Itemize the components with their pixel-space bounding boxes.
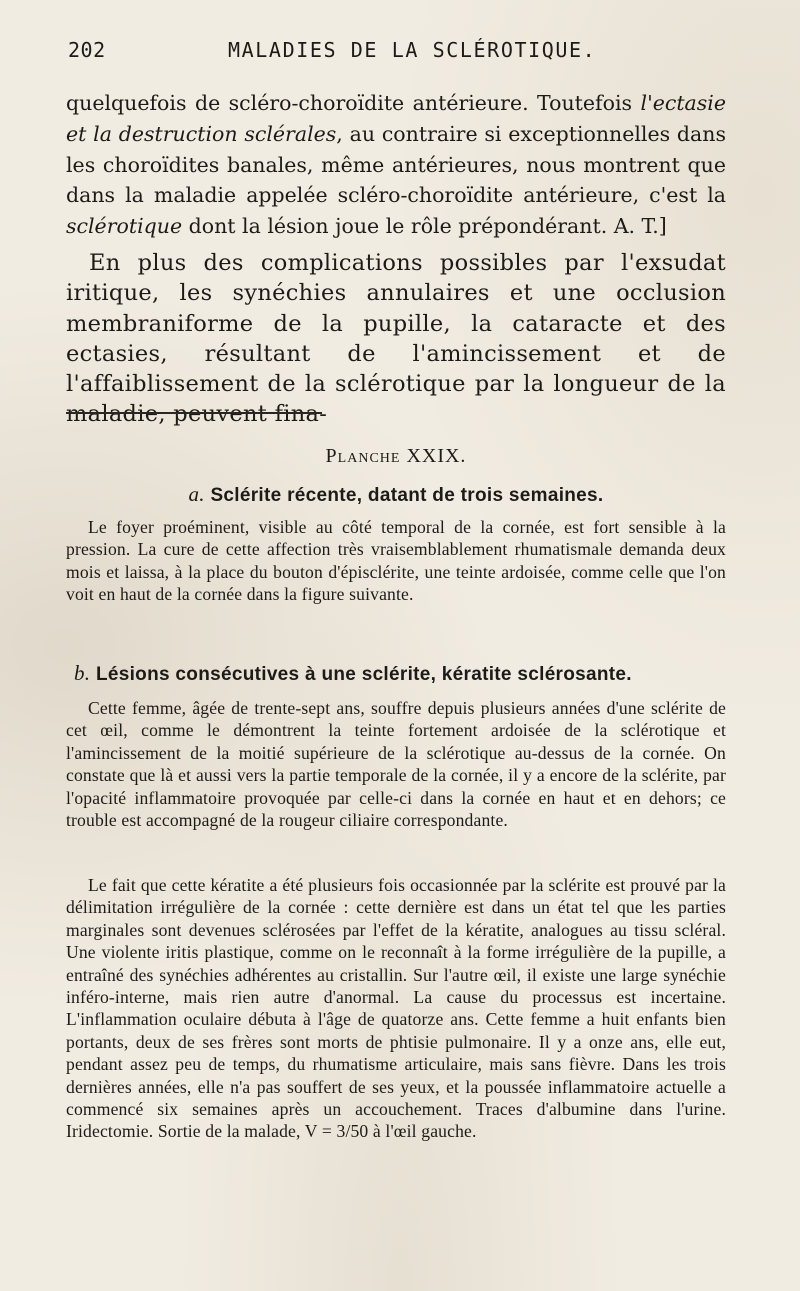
section-b-heading	[74, 661, 734, 686]
paragraph-1-emphasis-1: l'ectasie et la destruction sclérales	[66, 91, 726, 146]
page-header	[66, 38, 726, 68]
section-b-letter: b.	[74, 661, 91, 685]
section-b-text-2: Le fait que cette kératite a été plusieurs fois occasionnée par la sclérite est prouvé par la délimitation irrégulière de la cornée : cette dernière est dans un état tel que les parties marginales sont devenues sclérosées par l'effet de la kératite, analogues au tissu scléral. Une violente iritis plastique, comme on le reconnaît à la forme irrégulière de la pupille, a entraîné des synéchies adhérentes au cristallin. Sur l'autre œil, il existe une large synéchie inféro-interne, mais rien autre d'anormal. La cause du processus est incertaine. L'inflammation oculaire débuta à l'âge de quatorze ans. Cette femme a huit enfants bien portants, deux de ses frères sont morts de phtisie pulmonaire. Il y a onze ans, elle eut, pendant assez peu de temps, du rhumatisme articulaire, mais sans fièvre. Dans les trois dernières années, elle n'a pas souffert de ses yeux, et la poussée inflammatoire actuelle a commencé six semaines après un accouchement. Traces d'albumine dans l'urine. Iridectomie. Sortie de la malade, V = 3/50 à l'œil gauche.	[66, 875, 726, 1142]
paragraph-1-text-2: , au contraire si exceptionnelles dans les choroïdites banales, même antérieures, nous montrent que dans la maladie appelée scléro-choroïdite antérieure, c'est la	[66, 121, 727, 208]
section-a-letter: a.	[188, 482, 205, 506]
paragraph-complications: En plus des complications possibles par l'exsudat iritique, les synéchies annulaires et une occlusion membraniforme de la pupille, la cataracte et des ectasies, résultant de l'amincissement et de l'affaiblissement de la sclérotique par la longueur de la maladie, peuvent fina-	[66, 250, 726, 428]
paragraph-1-emphasis-2: sclérotique	[66, 214, 183, 239]
page-number: 202	[68, 38, 106, 62]
section-a-title: Sclérite récente, datant de trois semaines.	[210, 485, 604, 506]
paragraph-1-text-1: quelquefois de scléro-choroïdite antérieure. Toutefois	[66, 91, 641, 115]
section-b-text-1: Cette femme, âgée de trente-sept ans, souffre depuis plusieurs années d'une sclérite de cet œil, comme le démontrent la teinte fortement ardoisée de la sclérotique et l'amincissement de la moitié supérieure de la sclérotique au-dessus de la cornée. On constate que là et aussi vers la partie temporale de la cornée, il y a encore de la sclérite, par l'opacité inflammatoire provoquée par celle-ci dans la cornée en haut et en dehors; ce trouble est accompagné de la rougeur ciliaire correspondante.	[66, 698, 726, 831]
running-head: MALADIES DE LA SCLÉROTIQUE.	[228, 38, 597, 62]
paragraph-continued	[66, 88, 726, 242]
paragraph-1-text-3: dont la lésion joue le rôle prépondérant. A. T.]	[182, 214, 667, 239]
plate-title: Planche XXIX.	[325, 445, 467, 467]
section-divider	[66, 412, 322, 414]
section-a-heading	[66, 482, 726, 507]
section-b-title: Lésions consécutives à une sclérite, kératite sclérosante.	[95, 664, 632, 685]
section-a-text: Le foyer proéminent, visible au côté temporal de la cornée, est fort sensible à la pression. La cure de cette affection très vraisemblablement rhumatismale demanda deux mois et laissa, à la place du bouton d'épisclérite, une teinte ardoisée, comme celle que l'on voit en haut de la cornée dans la figure suivante.	[66, 517, 726, 605]
